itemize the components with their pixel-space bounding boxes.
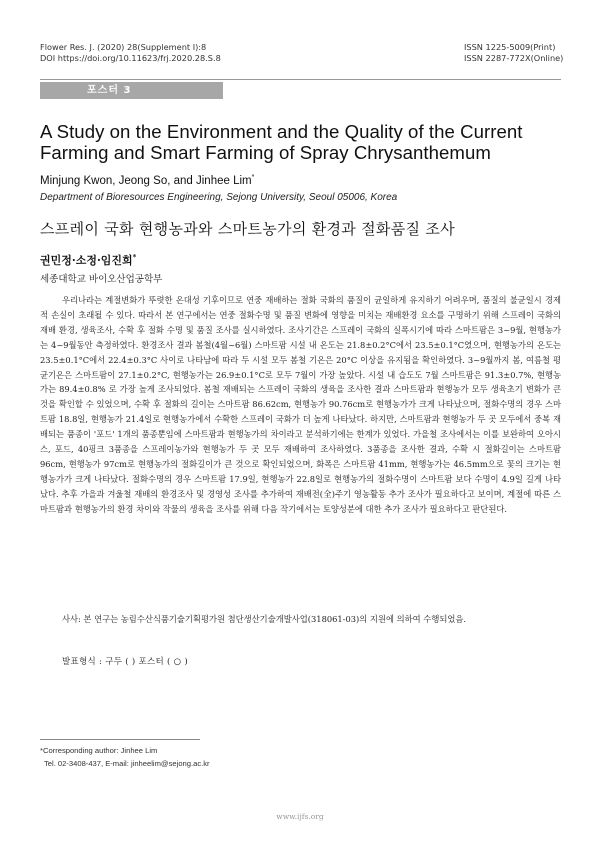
acknowledgment: 사사: 본 연구는 농림수산식품기술기획평가원 첨단생산기술개발사업(318061-03)의 지원에 의하여 수행되었음.	[62, 614, 467, 624]
author-names: Minjung Kwon, Jeong So, and Jinhee Lim	[40, 174, 252, 187]
footer-url: www.ijfs.org	[276, 812, 324, 821]
presentation-type: 발표형식 : 구두 ( ) 포스터 ( ○ )	[62, 657, 188, 667]
header-divider	[40, 79, 561, 80]
korean-corresponding-mark: *	[132, 252, 137, 262]
issn-header	[464, 42, 563, 64]
korean-affiliation: 세종대학교 바이오산업공학부	[40, 274, 163, 285]
paper-title: A Study on the Environment and the Quality of the Current Farming and Smart Farming of Spray Chrysanthemum	[40, 121, 523, 163]
issn-online: ISSN 2287-772X(Online)	[464, 53, 564, 63]
korean-author-list	[40, 252, 136, 268]
abstract-body: 우리나라는 계절변화가 뚜렷한 온대성 기후이므로 연중 재배하는 절화 국화의 품질이 균일하게 유지하기 어려우며, 품질의 불균일시 경제적 손실이 초래될 수 있다. 따라서 본 연구에서는 연중 절화수명 및 품질 변화에 영향을 미치는 재배환경 요소를 구명하기 위해 스프레이 국화의 재배 환경, 생육조사, 수확 후 절화 수명 및 품질 조사를 실시하였다. 조사기간은 스프레이 국화의 실폭시기에 따라 스마트팜은 3~9월, 현행농가는 4~9월동안 측정하였다. 환경조사 결과 봄철(4월~6월) 스마트팜 시설 내 온도는 21.8±0.2°C에서 23.5±0.1°C였으며, 현행농가의 온도는 23.5±0.1°C에서 22.4±0.3°C 사이로 나타남에 따라 두 시설 모두 봄철 기온은 20°C 이상을 유지됨을 확인하였다. 3~9월까지 봄, 여름철 평균기온은 스마트팜이 27.1±0.2°C, 현행농가는 26.9±0.1°C로 모두 7월이 가장 높았다. 시설 내 습도도 7월 스마트팜은 91.3±0.7%, 현행농가는 89.4±0.8% 로 가장 높게 조사되었다. 봄철 재배되는 스프레이 국화의 생육을 조사한 결과 스마트팜과 현행농가 모두 생육초기 변화가 큰 것을 확인할 수 있었으며, 수확 후 절화의 길이는 스마트팜 86.62cm, 현행농가 90.76cm로 현행농가가 크게 나타났으며, 절화수명의 경우 스마트팜 18.8일, 현행농가 21.4일로 현행농가에서 수확한 스프레이 국화가 더 높게 나타났다. 하지만, 스마트팜과 현행농가 두 곳 모두에서 중복 재배되는 품종이 '포드' 1개의 품종뿐임에 스마트팜과 현행농가의 차이라고 분석하기에는 한계가 있었다. 가을철 조사에서는 이를 보완하여 오아시스, 포드, 40핑크 3품종을 스프레이농가와 현행농가 두 곳 모두 재배하여 조사하였다. 3품종을 조사한 결과, 수확 시 절화길이는 스마트팜 96cm, 현행농가 97cm로 현행농가의 절화길이가 큰 것으로 확인되었으며, 화폭은 스마트팜 41mm, 현행농가는 46.5mm으로 꽃의 크기는 현행농가가 크게 나타났다. 절화수명의 경우 스마트팜 17.9일, 현행농가 22.8일로 현행농가의 절화수명이 스마트팜 보다 수명이 4.9일 길게 나타났다. 추후 가을과 겨울철 재배의 환경조사 및 경영성 조사를 추가하여 재배전(全)주기 영농활동 추가 조사가 필요하다고 보이며, 계절에 따른 스마트팜과 현행농가의 환경 차이와 작물의 생육을 조사를 위해 다음 작기에서는 토양성분에 대한 추가 조사가 필요하다고 판단된다.	[40, 295, 561, 514]
corresponding-mark: *	[251, 174, 255, 181]
corresponding-contact: Tel. 02-3408-437, E-mail: jinheelim@sejong.ac.kr	[44, 759, 210, 768]
korean-title: 스프레이 국화 현행농과와 스마트농가의 환경과 절화품질 조사	[40, 220, 455, 238]
footnote-divider	[40, 739, 200, 740]
journal-citation: Flower Res. J. (2020) 28(Supplement I):8	[40, 42, 207, 52]
doi-line: DOI https://doi.org/10.11623/frj.2020.28.S.8	[40, 53, 221, 63]
corresponding-info	[40, 744, 210, 770]
corresponding-author: *Corresponding author: Jinhee Lim	[40, 746, 158, 755]
issn-print: ISSN 1225-5009(Print)	[464, 42, 556, 52]
korean-author-names: 권민정·소정·임진희	[40, 254, 133, 267]
poster-tag: 포스터 3	[40, 82, 223, 99]
journal-header	[40, 42, 221, 64]
author-list	[40, 174, 254, 187]
affiliation: Department of Bioresources Engineering, Sejong University, Seoul 05006, Korea	[40, 192, 398, 203]
